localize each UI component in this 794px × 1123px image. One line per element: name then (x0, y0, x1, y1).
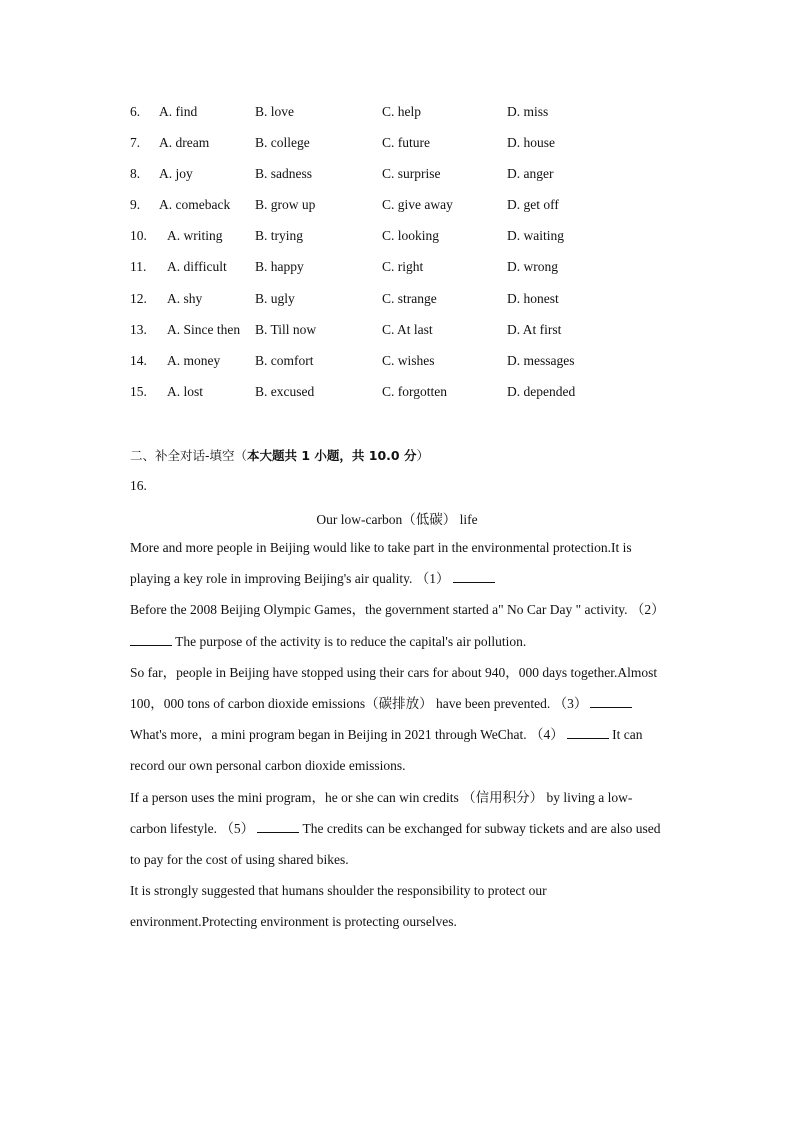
question-number: 11. (130, 259, 147, 275)
option-c: C. give away (382, 197, 453, 213)
option-b: B. college (255, 135, 310, 151)
passage-line (130, 629, 690, 660)
option-b: B. sadness (255, 166, 312, 182)
choice-row (130, 255, 730, 286)
option-b: B. love (255, 104, 294, 119)
option-d: D. waiting (507, 228, 564, 244)
option-c: C. At last (382, 321, 433, 337)
passage-title: Our low-carbon（低碳） life (316, 512, 478, 527)
option-d: D. depended (507, 383, 576, 399)
option-d: D. house (507, 135, 555, 151)
option-c: C. help (382, 104, 421, 119)
passage-text: playing a key role in improving Beijing's air quality. （1） (130, 571, 450, 587)
question-number: 15. (130, 383, 147, 399)
question-number: 10. (130, 228, 147, 244)
passage-line (130, 847, 690, 878)
choice-row (130, 318, 730, 349)
option-d: D. At first (507, 321, 562, 337)
choice-row (130, 162, 730, 193)
option-a: A. difficult (167, 259, 227, 275)
passage-text: to pay for the cost of using shared bikes. (130, 851, 349, 867)
option-a: A. dream (159, 135, 210, 151)
passage-line (130, 566, 690, 597)
option-b: B. comfort (255, 352, 314, 368)
choice-row (130, 193, 730, 224)
passage (130, 535, 690, 940)
passage-line (130, 691, 690, 722)
option-c: C. forgotten (382, 383, 447, 399)
option-d: D. anger (507, 166, 554, 182)
question-16-number: 16. (130, 478, 147, 493)
option-a: A. shy (167, 290, 203, 306)
answer-blank-4[interactable] (567, 724, 609, 739)
choice-row (130, 100, 730, 131)
choice-row (130, 224, 730, 255)
option-a: A. Since then (167, 321, 241, 337)
passage-text: So far，people in Beijing have stopped using their cars for about 940，000 days together.Almost (130, 664, 658, 680)
answer-blank-2[interactable] (130, 631, 172, 646)
passage-line (130, 535, 690, 566)
passage-text: carbon lifestyle. （5） (130, 820, 255, 836)
option-c: C. looking (382, 228, 440, 244)
passage-text: environment.Protecting environment is protecting ourselves. (130, 914, 457, 930)
question-number: 9. (130, 197, 141, 213)
answer-blank-3[interactable] (590, 693, 632, 708)
option-c: C. wishes (382, 352, 435, 368)
option-c: C. future (382, 135, 430, 151)
passage-line (130, 597, 690, 628)
section-heading-suffix: ） (416, 448, 429, 463)
passage-text: What's more，a mini program began in Beijing in 2021 through WeChat. （4） (130, 727, 564, 743)
option-d: D. messages (507, 352, 575, 368)
passage-line (130, 909, 690, 940)
option-a: A. joy (159, 166, 193, 182)
passage-text: Before the 2008 Beijing Olympic Games，the government started a" No Car Day " activity. （2） (130, 602, 665, 618)
option-b: B. happy (255, 259, 304, 275)
option-b: B. ugly (255, 290, 295, 306)
section-heading-prefix: 二、补全对话-填空（ (130, 448, 248, 463)
passage-text: More and more people in Beijing would like to take part in the environmental protection.It is (130, 540, 632, 555)
answer-blank-5[interactable] (257, 818, 299, 833)
question-number: 8. (130, 166, 141, 182)
option-a: A. money (167, 352, 221, 368)
option-d: D. wrong (507, 259, 558, 275)
option-c: C. right (382, 259, 424, 275)
passage-text: record our own personal carbon dioxide emissions. (130, 758, 406, 774)
question-number: 12. (130, 290, 147, 306)
option-b: B. grow up (255, 197, 316, 213)
passage-line (130, 753, 690, 784)
passage-text: The purpose of the activity is to reduce the capital's air pollution. (172, 633, 527, 649)
choice-row (130, 349, 730, 380)
option-b: B. excused (255, 383, 315, 399)
choice-row (130, 287, 730, 318)
passage-line (130, 785, 690, 816)
question-number: 7. (130, 135, 141, 151)
passage-line (130, 816, 690, 847)
option-a: A. writing (167, 228, 223, 244)
option-c: C. surprise (382, 166, 441, 182)
option-a: A. comeback (159, 197, 231, 213)
section-heading-bold: 本大题共 1 小题，共 10.0 分 (247, 448, 417, 463)
passage-line (130, 878, 690, 909)
option-c: C. strange (382, 290, 437, 306)
option-a: A. find (159, 104, 198, 119)
question-number: 14. (130, 352, 147, 368)
question-number: 6. (130, 104, 141, 119)
option-b: B. trying (255, 228, 304, 244)
section-heading (130, 446, 429, 464)
option-d: D. honest (507, 290, 559, 306)
answer-blank-1[interactable] (453, 568, 495, 583)
choice-row (130, 131, 730, 162)
passage-text: 100，000 tons of carbon dioxide emissions（碳排放） have been prevented. （3） (130, 695, 588, 711)
passage-text: It is strongly suggested that humans shoulder the responsibility to protect our (130, 883, 547, 899)
option-d: D. miss (507, 104, 549, 119)
passage-line (130, 660, 690, 691)
passage-text: The credits can be exchanged for subway tickets and are also used (299, 820, 661, 836)
option-b: B. Till now (255, 321, 317, 337)
option-d: D. get off (507, 197, 559, 213)
choice-list (130, 100, 730, 411)
passage-text: It can (608, 727, 643, 743)
option-a: A. lost (167, 383, 204, 399)
passage-line (130, 722, 690, 753)
choice-row (130, 380, 730, 411)
passage-text: If a person uses the mini program，he or she can win credits （信用积分） by living a low- (130, 789, 633, 805)
question-number: 13. (130, 321, 147, 337)
